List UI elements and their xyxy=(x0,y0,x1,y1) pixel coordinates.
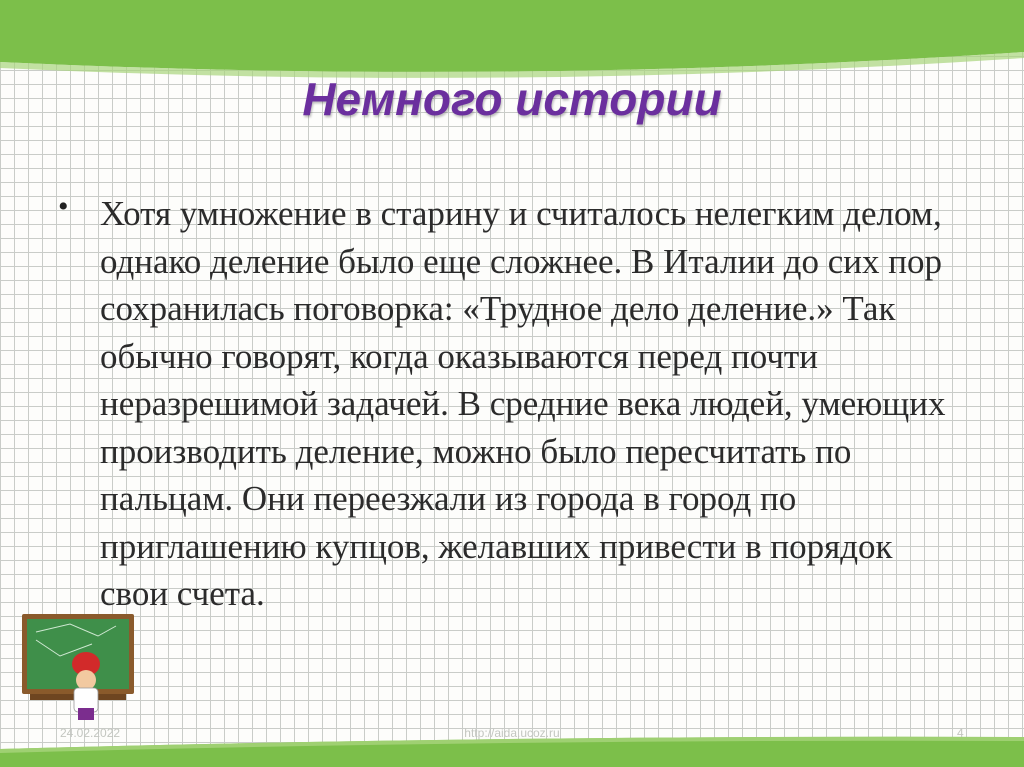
content-area xyxy=(58,190,958,618)
slide-title: Немного истории xyxy=(302,73,722,125)
footer-date: 24.02.2022 xyxy=(60,726,121,740)
bullet-icon: • xyxy=(58,190,69,223)
footer-url: http://aida.ucoz.ru xyxy=(464,726,560,740)
footer-page-number: 4 xyxy=(957,726,964,740)
top-green-band xyxy=(0,0,1024,82)
body-text: Хотя умножение в старину и считалось нелегким делом, однако деление было еще сложнее. В Италии до сих пор сохранилась поговорка: «Трудное дело деление.» Так обычно говорят, когда оказываются перед почти неразрешимой задачей. В средние века людей, умеющих производить деление, можно было пересчитать по пальцам. Они переезжали из города в город по приглашению купцов, желавших привести в порядок свои счета. xyxy=(100,194,946,613)
teacher-at-chalkboard-clipart xyxy=(20,610,136,722)
